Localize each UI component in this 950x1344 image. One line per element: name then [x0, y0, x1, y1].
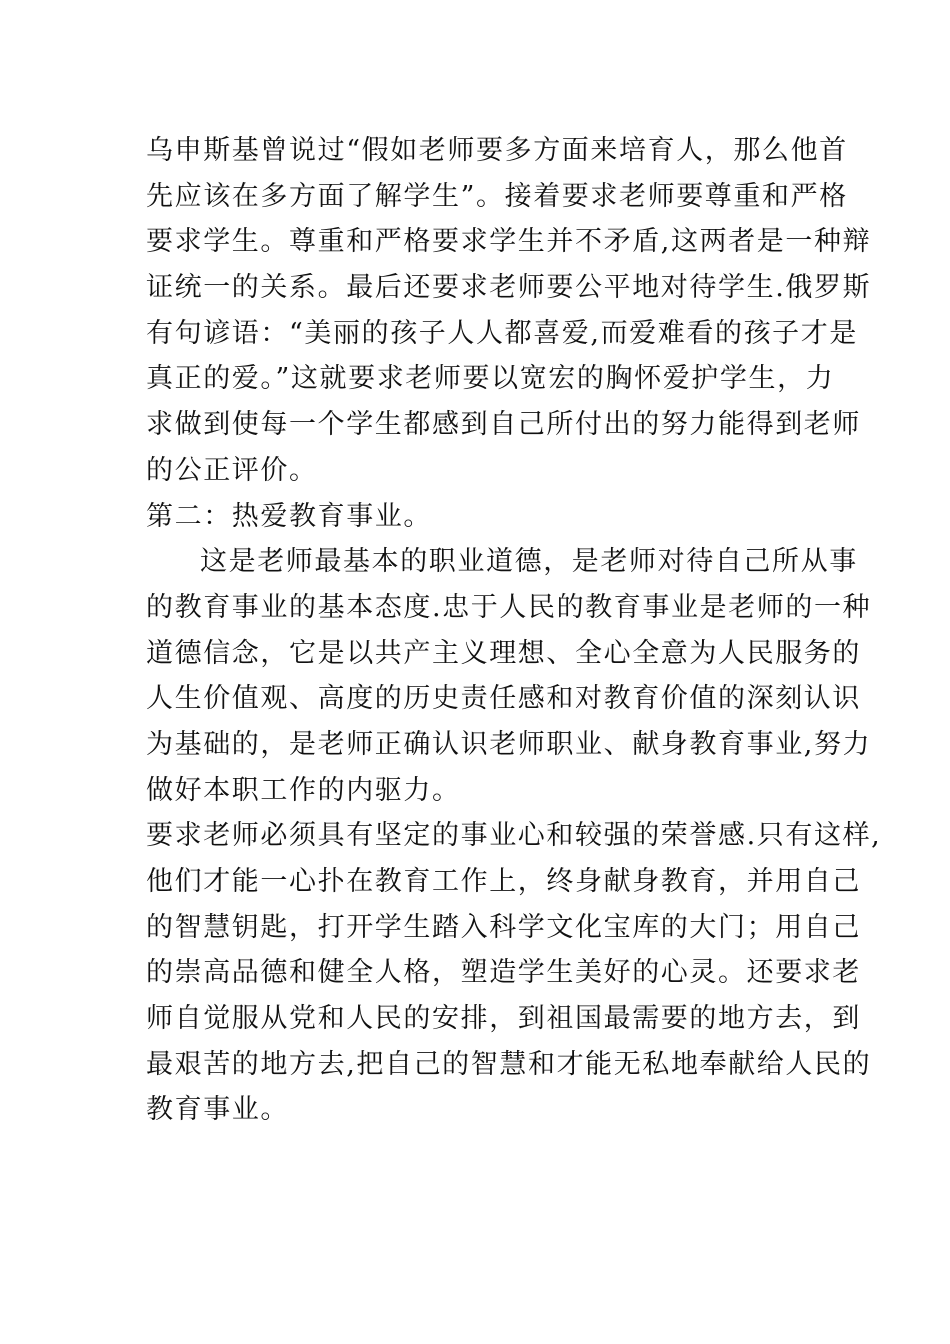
- text-line: 求做到使每一个学生都感到自己所付出的努力能得到老师: [146, 409, 861, 441]
- text-line: 乌申斯基曾说过“假如老师要多方面来培育人，那么他首: [146, 135, 848, 166]
- text-line: 这是老师最基本的职业道德，是老师对待自己所从事: [200, 546, 858, 578]
- text-line: 教育事业。: [146, 1094, 289, 1126]
- text-line: 为基础的，是老师正确认识老师职业、献身教育事业,努力: [146, 728, 872, 760]
- text-line: 师自觉服从党和人民的安排，到祖国最需要的地方去，到: [146, 1003, 861, 1035]
- text-line: 的教育事业的基本态度.忠于人民的教育事业是老师的一种: [146, 591, 872, 623]
- text-line: 人生价值观、高度的历史责任感和对教育价值的深刻认识: [146, 683, 861, 715]
- text-line: 最艰苦的地方去,把自己的智慧和才能无私地奉献给人民的: [146, 1048, 872, 1080]
- text-line: 要求老师必须具有坚定的事业心和较强的荣誉感.只有这样,: [146, 820, 882, 852]
- text-line: 的公正评价。: [146, 454, 318, 486]
- text-line: 有句谚语：“美丽的孩子人人都喜爱,而爱难看的孩子才是: [146, 317, 858, 349]
- text-line: 真正的爱。”这就要求老师要以宽宏的胸怀爱护学生，力: [146, 363, 835, 395]
- body-text: [146, 128, 882, 1133]
- text-line: 先应该在多方面了解学生”。接着要求老师要尊重和严格: [146, 180, 848, 212]
- text-line: 证统一的关系。最后还要求老师要公平地对待学生.俄罗斯: [146, 272, 872, 304]
- section-heading: 第二：热爱教育事业。: [146, 500, 432, 532]
- text-line: 的崇高品德和健全人格，塑造学生美好的心灵。还要求老: [146, 957, 861, 989]
- text-line: 要求学生。尊重和严格要求学生并不矛盾,这两者是一种辩: [146, 226, 872, 258]
- text-line: 道德信念，它是以共产主义理想、全心全意为人民服务的: [146, 637, 861, 669]
- text-line: 的智慧钥匙，打开学生踏入科学文化宝库的大门；用自己: [146, 911, 861, 943]
- text-line: 做好本职工作的内驱力。: [146, 774, 461, 806]
- text-line: 他们才能一心扑在教育工作上，终身献身教育，并用自己: [146, 866, 861, 897]
